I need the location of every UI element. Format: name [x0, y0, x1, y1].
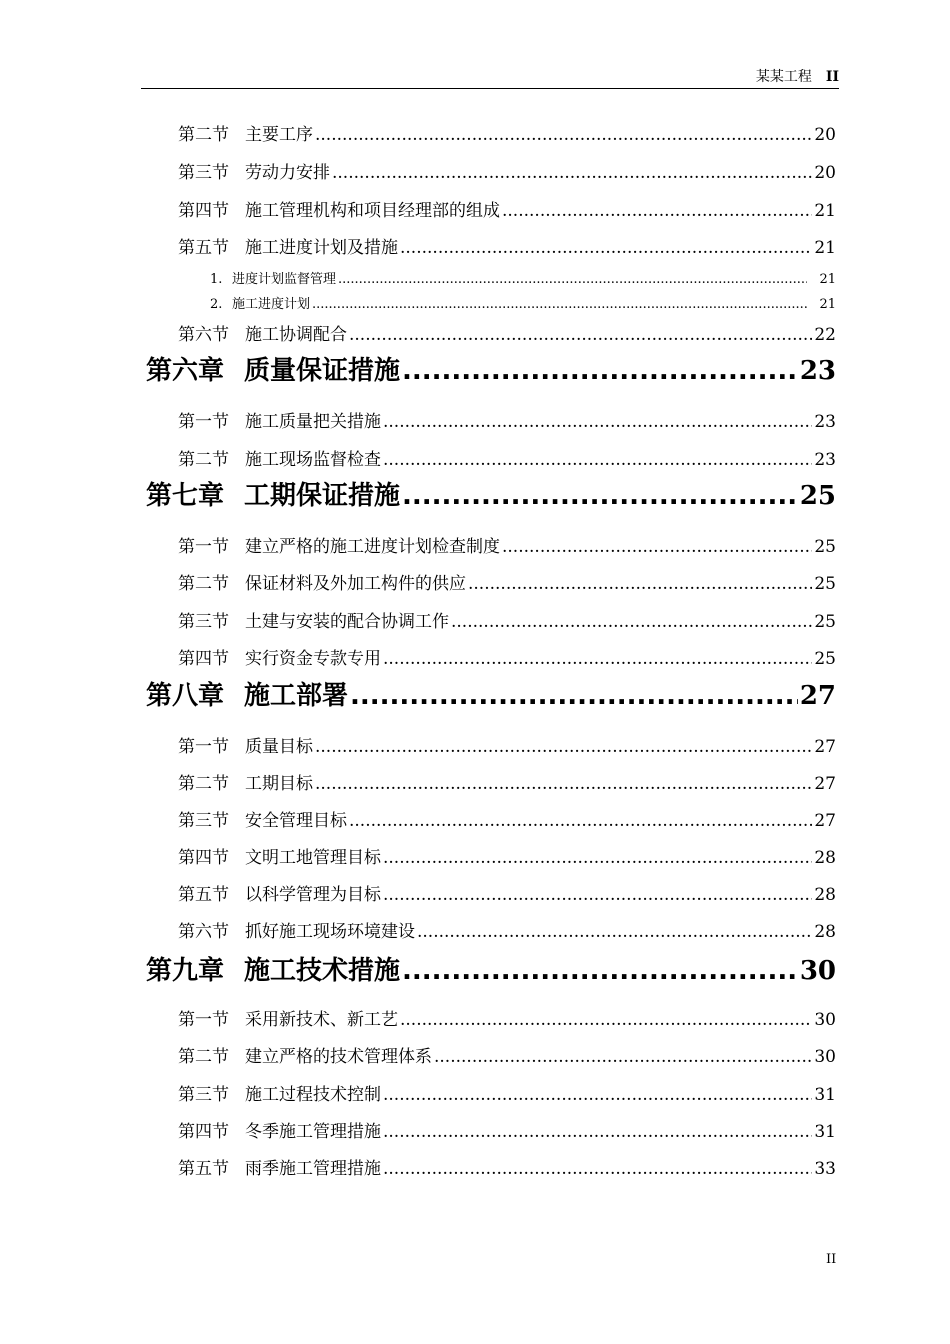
dot-leader — [383, 885, 812, 905]
toc-entry-label: 第四节 — [178, 1122, 229, 1142]
toc-entry-page-number: 21 — [814, 201, 836, 221]
dot-leader — [383, 848, 812, 868]
toc-section-entry[interactable] — [178, 233, 836, 258]
toc-entry-label: 第五节 — [178, 238, 229, 258]
dot-leader — [350, 681, 798, 711]
toc-entry-page-number: 30 — [814, 1047, 836, 1067]
toc-chapter-entry[interactable] — [146, 475, 836, 512]
dot-leader — [383, 649, 812, 669]
toc-entry-label: 2. — [210, 297, 223, 312]
toc-section-entry[interactable] — [178, 1080, 836, 1105]
toc-entry-title: 劳动力安排 — [245, 163, 330, 183]
toc-entry-page-number: 25 — [814, 574, 836, 594]
toc-entry-title: 施工进度计划及措施 — [245, 238, 398, 258]
toc-entry-page-number: 21 — [819, 272, 836, 287]
toc-entry-label: 第四节 — [178, 848, 229, 868]
toc-entry-page-number: 28 — [814, 885, 836, 905]
toc-entry-label: 第二节 — [178, 1047, 229, 1067]
toc-entry-title: 施工质量把关措施 — [245, 412, 381, 432]
toc-entry-label: 第七章 — [146, 481, 225, 511]
toc-entry-title: 质量目标 — [245, 737, 313, 757]
toc-section-entry[interactable] — [178, 806, 836, 831]
toc-section-entry[interactable] — [178, 769, 836, 794]
toc-entry-page-number: 25 — [799, 481, 836, 511]
toc-entry-label: 第一节 — [178, 737, 229, 757]
toc-entry-label: 第二节 — [178, 574, 229, 594]
toc-entry-title: 施工技术措施 — [244, 956, 401, 986]
toc-entry-page-number: 22 — [814, 325, 836, 345]
dot-leader — [383, 450, 812, 470]
toc-entry-label: 第五节 — [178, 1159, 229, 1179]
toc-entry-title: 建立严格的施工进度计划检查制度 — [245, 537, 500, 557]
toc-entry-title: 施工现场监督检查 — [245, 450, 381, 470]
toc-entry-page-number: 25 — [814, 612, 836, 632]
toc-subitem-entry[interactable] — [210, 268, 836, 287]
toc-entry-title: 建立严格的技术管理体系 — [245, 1047, 432, 1067]
toc-entry-label: 第三节 — [178, 811, 229, 831]
toc-entry-title: 文明工地管理目标 — [245, 848, 381, 868]
toc-entry-title: 土建与安装的配合协调工作 — [245, 612, 449, 632]
toc-entry-title: 工期保证措施 — [244, 481, 401, 511]
dot-leader — [383, 412, 812, 432]
toc-entry-label: 第二节 — [178, 125, 229, 145]
toc-section-entry[interactable] — [178, 917, 836, 942]
toc-entry-label: 第一节 — [178, 537, 229, 557]
toc-section-entry[interactable] — [178, 569, 836, 594]
toc-entry-page-number: 27 — [814, 811, 836, 831]
dot-leader — [451, 612, 812, 632]
toc-section-entry[interactable] — [178, 1117, 836, 1142]
toc-section-entry[interactable] — [178, 1154, 836, 1179]
toc-section-entry[interactable] — [178, 532, 836, 557]
dot-leader — [383, 1085, 812, 1105]
toc-entry-title: 实行资金专款专用 — [245, 649, 381, 669]
toc-entry-page-number: 23 — [814, 450, 836, 470]
toc-section-entry[interactable] — [178, 732, 836, 757]
toc-section-entry[interactable] — [178, 607, 836, 632]
toc-entry-title: 施工部署 — [244, 681, 349, 711]
dot-leader — [402, 481, 798, 511]
toc-section-entry[interactable] — [178, 445, 836, 470]
header-page-number: II — [825, 69, 839, 85]
dot-leader — [383, 1122, 812, 1142]
toc-entry-page-number: 27 — [814, 774, 836, 794]
dot-leader — [502, 201, 812, 221]
toc-entry-page-number: 31 — [814, 1122, 836, 1142]
toc-entry-title: 进度计划监督管理 — [232, 272, 337, 287]
toc-entry-label: 第二节 — [178, 450, 229, 470]
toc-entry-page-number: 20 — [814, 163, 836, 183]
toc-entry-title: 质量保证措施 — [244, 356, 401, 386]
toc-subitem-entry[interactable] — [210, 293, 836, 312]
toc-entry-page-number: 25 — [814, 537, 836, 557]
toc-entry-page-number: 20 — [814, 125, 836, 145]
toc-entry-label: 第六节 — [178, 325, 229, 345]
toc-entry-title: 主要工序 — [245, 125, 313, 145]
toc-entry-title: 雨季施工管理措施 — [245, 1159, 381, 1179]
toc-entry-page-number: 25 — [814, 649, 836, 669]
dot-leader — [402, 956, 798, 986]
dot-leader — [312, 297, 807, 312]
toc-entry-page-number: 30 — [799, 956, 836, 986]
toc-entry-label: 第九章 — [146, 956, 225, 986]
toc-entry-label: 第四节 — [178, 201, 229, 221]
dot-leader — [502, 537, 812, 557]
toc-entry-label: 第二节 — [178, 774, 229, 794]
toc-entry-title: 工期目标 — [245, 774, 313, 794]
dot-leader — [434, 1047, 812, 1067]
toc-entry-page-number: 27 — [799, 681, 836, 711]
toc-entry-page-number: 27 — [814, 737, 836, 757]
toc-entry-title: 安全管理目标 — [245, 811, 347, 831]
toc-entry-label: 第三节 — [178, 612, 229, 632]
dot-leader — [315, 737, 812, 757]
toc-chapter-entry[interactable] — [146, 950, 836, 987]
dot-leader — [402, 356, 798, 386]
toc-entry-title: 以科学管理为目标 — [245, 885, 381, 905]
dot-leader — [338, 272, 807, 287]
dot-leader — [383, 1159, 812, 1179]
toc-entry-page-number: 21 — [814, 238, 836, 258]
toc-section-entry[interactable] — [178, 407, 836, 432]
toc-entry-label: 第三节 — [178, 1085, 229, 1105]
toc-entry-label: 第五节 — [178, 885, 229, 905]
toc-entry-page-number: 28 — [814, 848, 836, 868]
dot-leader — [468, 574, 812, 594]
dot-leader — [400, 238, 812, 258]
toc-entry-label: 第六节 — [178, 922, 229, 942]
toc-entry-page-number: 28 — [814, 922, 836, 942]
toc-entry-label: 第三节 — [178, 163, 229, 183]
toc-section-entry[interactable] — [178, 843, 836, 868]
toc-entry-page-number: 33 — [814, 1159, 836, 1179]
dot-leader — [349, 811, 812, 831]
toc-entry-page-number: 21 — [819, 297, 836, 312]
footer-page-number: II — [826, 1252, 837, 1267]
toc-entry-page-number: 23 — [799, 356, 836, 386]
dot-leader — [349, 325, 812, 345]
toc-entry-title: 保证材料及外加工构件的供应 — [245, 574, 466, 594]
toc-entry-label: 1. — [210, 272, 223, 287]
dot-leader — [417, 922, 812, 942]
dot-leader — [332, 163, 812, 183]
toc-entry-title: 施工管理机构和项目经理部的组成 — [245, 201, 500, 221]
toc-entry-title: 采用新技术、新工艺 — [245, 1010, 398, 1030]
toc-section-entry[interactable] — [178, 196, 836, 221]
toc-entry-label: 第四节 — [178, 649, 229, 669]
toc-entry-title: 冬季施工管理措施 — [245, 1122, 381, 1142]
toc-entry-page-number: 30 — [814, 1010, 836, 1030]
toc-entry-page-number: 31 — [814, 1085, 836, 1105]
toc-section-entry[interactable] — [178, 158, 836, 183]
toc-entry-title: 抓好施工现场环境建设 — [245, 922, 415, 942]
toc-entry-page-number: 23 — [814, 412, 836, 432]
dot-leader — [400, 1010, 812, 1030]
toc-section-entry[interactable] — [178, 320, 836, 345]
toc-entry-label: 第一节 — [178, 412, 229, 432]
toc-entry-label: 第六章 — [146, 356, 225, 386]
header-title: 某某工程 — [755, 69, 812, 85]
toc-entry-label: 第一节 — [178, 1010, 229, 1030]
toc-section-entry[interactable] — [178, 120, 836, 145]
toc-section-entry[interactable] — [178, 1042, 836, 1067]
toc-chapter-entry[interactable] — [146, 350, 836, 387]
toc-section-entry[interactable] — [178, 644, 836, 669]
toc-entry-title: 施工协调配合 — [245, 325, 347, 345]
toc-chapter-entry[interactable] — [146, 675, 836, 712]
toc-section-entry[interactable] — [178, 880, 836, 905]
toc-section-entry[interactable] — [178, 1005, 836, 1030]
toc-entry-title: 施工进度计划 — [232, 297, 311, 312]
toc-entry-label: 第八章 — [146, 681, 225, 711]
toc-entry-title: 施工过程技术控制 — [245, 1085, 381, 1105]
dot-leader — [315, 774, 812, 794]
dot-leader — [315, 125, 812, 145]
